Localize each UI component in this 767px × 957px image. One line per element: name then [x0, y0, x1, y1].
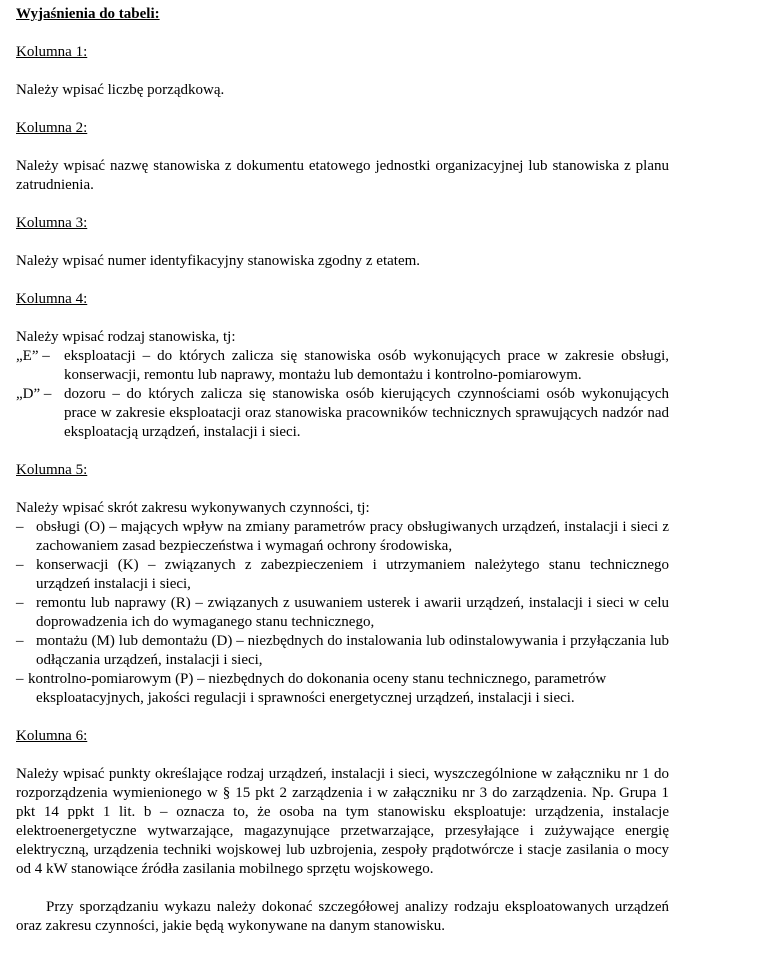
list-item-continuation: eksploatacyjnych, jakości regulacji i sprawności energetycznej urządzeń, instalacji i sieci. — [36, 690, 575, 706]
list-item — [16, 632, 669, 670]
definition-code: „D” – — [16, 386, 52, 402]
list-item — [16, 518, 669, 556]
column-4-heading: Kolumna 4: — [16, 291, 88, 307]
definition-item-e — [16, 347, 669, 385]
column-5-intro: Należy wpisać skrót zakresu wykonywanych czynności, tj: — [16, 500, 370, 516]
column-5-heading: Kolumna 5: — [16, 462, 88, 478]
list-item-text: remontu lub naprawy (R) – związanych z usuwaniem usterek i awarii urządzeń, instalacji i sieci w celu doprowadzenia ich do wymaganego stanu technicznego, — [36, 595, 669, 630]
dash-marker: – — [16, 557, 24, 573]
column-6-heading: Kolumna 6: — [16, 728, 88, 744]
dash-marker: – — [16, 595, 24, 611]
page-title: Wyjaśnienia do tabeli: — [16, 6, 160, 22]
dash-marker: – — [16, 671, 24, 687]
list-item-text: montażu (M) lub demontażu (D) – niezbędnych do instalowania lub odinstalowywania i przyłączania lub odłączania urządzeń, instalacji i sieci, — [36, 633, 669, 668]
list-item-first-line: kontrolno-pomiarowym (P) – niezbędnych do dokonania oceny stanu technicznego, parametrów — [28, 671, 607, 687]
list-item — [16, 670, 669, 708]
column-4-intro: Należy wpisać rodzaj stanowiska, tj: — [16, 329, 236, 345]
column-4-definitions — [16, 347, 669, 442]
column-1-text: Należy wpisać liczbę porządkową. — [16, 82, 225, 98]
list-item-text — [28, 670, 669, 708]
list-item-text: obsługi (O) – mających wpływ na zmiany parametrów pracy obsługiwanych urządzeń, instalacji i sieci z zachowaniem zasad bezpieczeństwa i wymagań ochrony środowiska, — [36, 519, 669, 554]
dash-marker: – — [16, 519, 24, 535]
definition-text: dozoru – do których zalicza się stanowiska osób kierujących czynnościami osób wykonujących prace w zakresie eksploatacji oraz stanowiska pracowników technicznych sprawujących nadzór nad eksploatacją urządzeń, instalacji i sieci. — [64, 386, 669, 440]
list-item — [16, 594, 669, 632]
column-1-heading: Kolumna 1: — [16, 44, 88, 60]
closing-paragraph: Przy sporządzaniu wykazu należy dokonać szczegółowej analizy rodzaju eksploatowanych urządzeń oraz zakresu czynności, jakie będą wykonywane na danym stanowisku. — [16, 899, 669, 934]
column-5-list — [16, 518, 669, 708]
list-item-text: konserwacji (K) – związanych z zabezpieczeniem i utrzymaniem należytego stanu technicznego urządzeń instalacji i sieci, — [36, 557, 669, 592]
column-6-text: Należy wpisać punkty określające rodzaj urządzeń, instalacji i sieci, wyszczególnione w załączniku nr 1 do rozporządzenia wymienionego w § 15 pkt 2 zarządzenia i w załączniku nr 3 do zarządzenia. Np. Grupa 1 pkt 14 ppkt 1 lit. b – oznacza to, że osoba na tym stanowisku eksploatuje: urządzenia, instalacje elektroenergetyczne wytwarzające, magazynujące przetwarzające, przesyłające i zużywające energię elektryczną, urządzenia techniki wojskowej lub uzbrojenia, zespoły prądotwórcze i stacje zasilania o mocy od 4 kW stanowiące źródła zasilania mobilnego sprzętu wojskowego. — [16, 766, 669, 877]
definition-item-d — [16, 385, 669, 442]
dash-marker: – — [16, 633, 24, 649]
list-item — [16, 556, 669, 594]
column-2-text: Należy wpisać nazwę stanowiska z dokumentu etatowego jednostki organizacyjnej lub stanowiska z planu zatrudnienia. — [16, 158, 669, 193]
column-3-heading: Kolumna 3: — [16, 215, 88, 231]
definition-code: „E” – — [16, 348, 50, 364]
column-3-text: Należy wpisać numer identyfikacyjny stanowiska zgodny z etatem. — [16, 253, 421, 269]
definition-text: eksploatacji – do których zalicza się stanowiska osób wykonujących prace w zakresie obsługi, konserwacji, remontu lub naprawy, montażu lub demontażu i kontrolno-pomiarowym. — [64, 348, 669, 383]
column-2-heading: Kolumna 2: — [16, 120, 88, 136]
